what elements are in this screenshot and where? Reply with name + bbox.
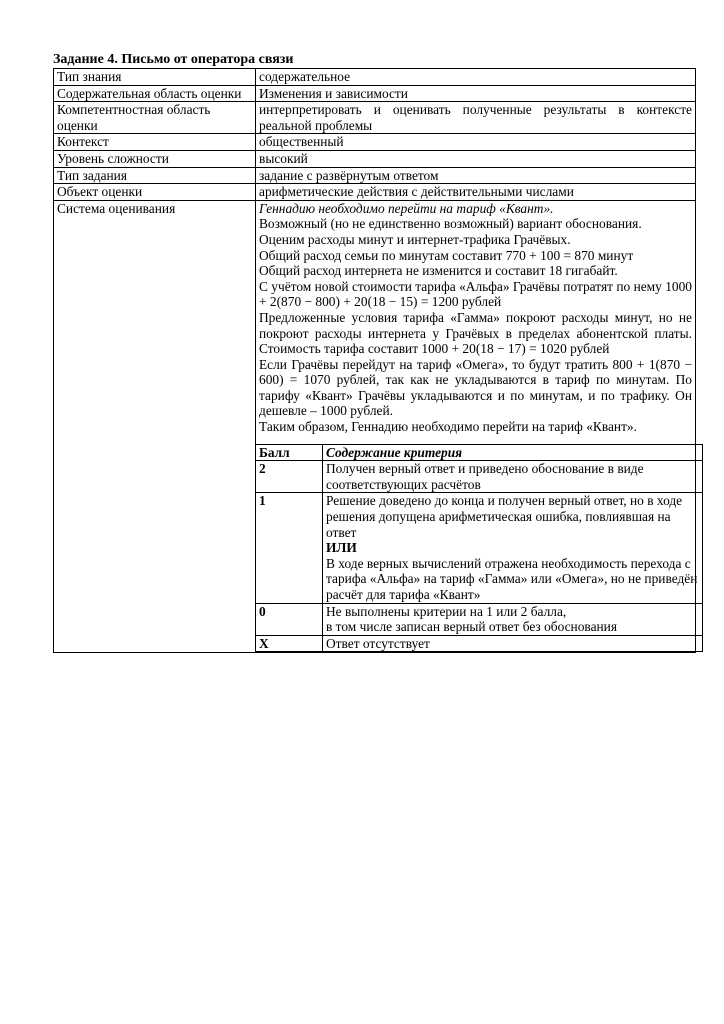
solution-paragraph: С учётом новой стоимости тарифа «Альфа» Грачёвы потратят по нему 1000 + 2(870 − 800) + 20(18 − 15) = 1200 рублей <box>259 278 692 310</box>
task-title: Задание 4. Письмо от оператора связи <box>53 52 294 67</box>
solution-paragraph: Предложенные условия тарифа «Гамма» покроют расходы минут, но не покроют расходы интернета у Грачёвых в пределах абонентской платы. Стоимость тарифа составит 1000 + 20(18 − 17) = 1020 рублей <box>259 309 692 357</box>
row-value: задание с развёрнутым ответом <box>256 167 696 184</box>
criterion-score: 2 <box>256 461 323 493</box>
solution-paragraph: Общий расход семьи по минутам составит 770 + 100 = 870 минут <box>259 247 634 263</box>
row-value: арифметические действия с действительными числами <box>256 184 696 201</box>
row-label: Контекст <box>54 134 256 151</box>
solution-paragraph: Оценим расходы минут и интернет-трафика Грачёвых. <box>259 231 571 247</box>
table-row <box>256 603 703 635</box>
correct-answer: Геннадию необходимо перейти на тариф «Квант». <box>259 200 554 216</box>
row-label: Уровень сложности <box>54 150 256 167</box>
table-row <box>54 134 696 151</box>
criterion-text: Решение доведено до конца и получен верный ответ, но в ходе решения допущена арифметическая ошибка, повлиявшая на ответ <box>326 493 683 540</box>
task-info-table <box>53 68 696 653</box>
table-row <box>54 85 696 102</box>
content-header: Содержание критерия <box>323 444 703 461</box>
table-row <box>256 461 703 493</box>
criterion-cell <box>323 493 703 603</box>
row-value: интерпретировать и оценивать полученные результаты в контексте реальной проблемы <box>256 102 696 134</box>
table-row <box>54 167 696 184</box>
table-row <box>54 102 696 134</box>
criterion-or: ИЛИ <box>326 540 357 556</box>
criterion-text: Не выполнены критерии на 1 или 2 балла, <box>326 603 567 619</box>
row-label: Содержательная область оценки <box>54 85 256 102</box>
criterion-score: 0 <box>256 603 323 635</box>
table-row <box>54 200 696 653</box>
criterion-score: 1 <box>256 493 323 603</box>
solution-paragraph: Таким образом, Геннадию необходимо перейти на тариф «Квант». <box>259 419 637 435</box>
row-value: Изменения и зависимости <box>256 85 696 102</box>
scoring-content <box>256 200 696 653</box>
row-label: Система оценивания <box>54 200 256 653</box>
row-label: Компетентностная область оценки <box>54 102 256 134</box>
row-value: содержательное <box>256 69 696 86</box>
solution-paragraph: Общий расход интернета не изменится и составит 18 гигабайт. <box>259 263 618 279</box>
solution-paragraph: Если Грачёвы перейдут на тариф «Омега», то будут тратить 800 + 1(870 − 600) = 1070 рублей, так как не укладываются в тариф по минутам. По тарифу «Квант» Грачёвы укладываются и по минутам, и по трафику. Он дешевле – 1000 рублей. <box>259 356 692 419</box>
table-row <box>54 69 696 86</box>
criterion-text: Ответ отсутствует <box>323 635 703 652</box>
criterion-score: X <box>256 635 323 652</box>
criteria-header-row <box>256 444 703 461</box>
criterion-text-alt: В ходе верных вычислений отражена необходимость перехода с тарифа «Альфа» на тариф «Гамма» или «Омега», но не приведён расчёт для тарифа «Квант» <box>326 555 698 602</box>
solution-paragraph: Возможный (но не единственно возможный) вариант обоснования. <box>259 216 642 232</box>
table-row <box>256 635 703 652</box>
row-label: Тип задания <box>54 167 256 184</box>
criterion-cell <box>323 603 703 635</box>
criterion-text-alt: в том числе записан верный ответ без обоснования <box>326 619 617 635</box>
criterion-text: Получен верный ответ и приведено обоснование в виде соответствующих расчётов <box>323 461 703 493</box>
row-value: общественный <box>256 134 696 151</box>
row-value: высокий <box>256 150 696 167</box>
table-row <box>54 150 696 167</box>
table-row <box>54 184 696 201</box>
table-row <box>256 493 703 603</box>
score-header: Балл <box>256 444 323 461</box>
row-label: Объект оценки <box>54 184 256 201</box>
row-label: Тип знания <box>54 69 256 86</box>
criteria-table <box>255 444 703 653</box>
